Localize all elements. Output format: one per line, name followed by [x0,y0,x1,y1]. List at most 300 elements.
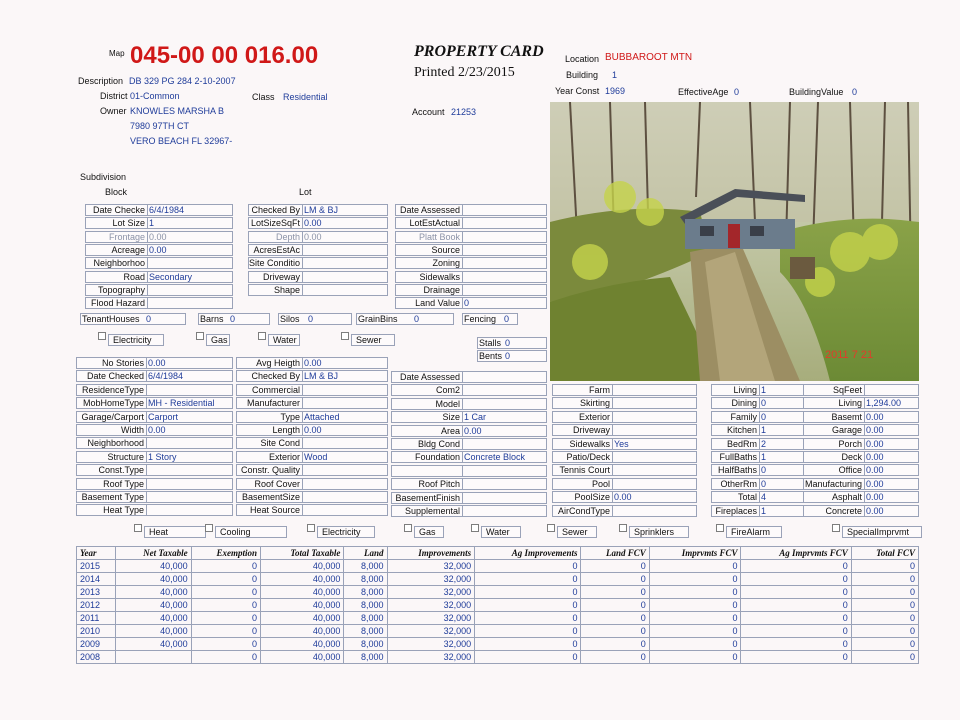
table-cell: 0 [191,651,260,664]
field-label: Date Checke [92,205,145,215]
field-heat-type[interactable] [76,504,233,516]
field-value: 0 [761,411,767,422]
field-label: Foundation [414,452,460,463]
field-label: LotSizeSqFt [250,218,300,229]
field-shape[interactable] [248,284,388,296]
table-cell: 0 [581,573,649,586]
field-label: Commercial [251,384,300,395]
location-value: BUBBAROOT MTN [605,52,693,63]
field-label: Asphalt [831,492,862,503]
table-cell: 8,000 [344,586,387,599]
field-label: Basemt [831,411,862,422]
field-com2[interactable] [391,384,547,396]
field-divider [759,384,760,396]
table-cell: 40,000 [261,586,344,599]
field-divider [302,271,303,283]
table-row [77,586,919,599]
field-label: Porch [838,438,862,449]
field-divider [302,411,303,423]
table-row [77,625,919,638]
table-cell: 8,000 [344,560,387,573]
outbuilding-label: Silos [280,314,300,324]
field-divider [146,478,147,490]
table-cell: 32,000 [387,625,475,638]
field-label: Road [123,271,145,282]
table-cell: 2008 [77,651,116,664]
field-divider [462,425,463,437]
field-label: Length [272,425,300,435]
lot-label: Lot [299,187,312,197]
table-cell: 32,000 [387,612,475,625]
sewer-checkbox[interactable] [547,524,555,532]
district-value: 01-Common [130,91,180,101]
field-label: Zoning [432,258,460,269]
field-divider [302,491,303,503]
sewer-label: Sewer [557,526,597,538]
outbuilding-value: 0 [414,314,420,324]
table-cell: 0 [649,573,741,586]
table-cell: 2011 [77,612,116,625]
field-divider [612,478,613,490]
field-zoning[interactable] [395,257,547,269]
field-divider [302,464,303,476]
field-label: Skirting [579,398,610,409]
year-const-label: Year Const [555,86,600,96]
field-value: 0.00 [866,438,884,449]
table-cell: 0 [581,638,649,651]
field-label: Source [431,244,460,255]
field-divider [462,257,463,269]
table-cell: 0 [191,586,260,599]
heat-label: Heat [144,526,206,538]
table-cell: 0 [851,586,918,599]
col-land-fcv: Land FCV [581,547,649,560]
field-value: 0 [761,398,767,409]
field-divider [462,465,463,477]
table-cell: 0 [649,612,741,625]
field-label: Com2 [435,385,460,396]
field-label: MobHomeType [82,398,144,409]
field-sidewalks[interactable] [395,271,547,283]
field-value: 0.00 [304,425,322,435]
table-cell: 0 [581,586,649,599]
map-label: Map [109,49,125,58]
specialimprvmt-checkbox[interactable] [832,524,840,532]
field-label: OtherRm [720,478,757,489]
field-label: Exterior [578,411,610,422]
field-divider [612,451,613,463]
field-divider [462,411,463,423]
table-cell: 0 [851,599,918,612]
year-const-value: 1969 [605,86,626,96]
table-cell: 0 [581,560,649,573]
field-source[interactable] [395,244,547,256]
water-checkbox[interactable] [471,524,479,532]
table-cell: 32,000 [387,638,475,651]
field-divider [864,464,865,476]
outbuildings-row [80,313,520,327]
field-divider [146,437,147,449]
table-cell: 0 [741,612,851,625]
field-label: Shape [273,284,300,295]
printed-date: Printed 2/23/2015 [414,65,515,80]
building-col4 [552,384,697,518]
table-cell: 8,000 [344,599,387,612]
field-divider [302,257,303,269]
table-cell: 0 [475,612,581,625]
field-roof-type[interactable] [76,478,233,490]
field-label: Const.Type [98,465,144,476]
field-label: Total [737,492,757,503]
field-label: Constr. Quality [240,465,300,476]
table-row [77,638,919,651]
field-divider [462,371,463,383]
field-value: 6/4/1984 [148,371,184,382]
field-value: 1 [761,505,767,516]
utilities-row [98,332,398,346]
field-skirting[interactable] [552,397,697,409]
building-col5 [711,384,815,518]
field-divider [147,217,148,229]
table-cell: 32,000 [387,573,475,586]
field-label: BasementFinish [395,492,460,503]
field-label: SqFeet [832,385,862,395]
field-label: Frontage [108,231,145,242]
table-cell: 0 [741,560,851,573]
field-label: Living [838,398,862,409]
field-divider [302,384,303,396]
table-cell: 2012 [77,599,116,612]
field-label: Flood Hazard [90,298,145,309]
field-divider [462,297,463,309]
field-label: Manufacturer [246,398,300,409]
outbuilding-label: GrainBins [358,314,398,324]
field-value: 1 Car [464,412,487,423]
field-divider [759,424,760,436]
field-divider [302,357,303,369]
field-label: Concrete [825,505,862,516]
table-cell: 8,000 [344,573,387,586]
field-divider [302,370,303,382]
field-value: 0.00 [866,492,884,503]
building-value: 1 [612,70,618,80]
gas-checkbox[interactable] [196,332,204,340]
field-value: Carport [148,411,179,422]
field-divider [864,424,865,436]
table-cell: 2010 [77,625,116,638]
field-divider [612,397,613,409]
field-value: 1 [761,425,767,436]
table-cell: 8,000 [344,651,387,664]
table-cell [116,651,191,664]
field-divider [759,411,760,423]
field-divider [612,424,613,436]
field-value: Wood [304,451,328,462]
table-cell: 40,000 [261,651,344,664]
field-label: BedRm [726,438,757,449]
field-value: 2 [761,438,767,449]
field-divider [146,384,147,396]
field-model[interactable] [391,398,547,410]
field-divider [302,231,303,243]
field-label: Roof Type [103,478,144,489]
field-divider [864,411,865,423]
building-col2 [236,357,388,517]
field-label: AirCondType [557,505,610,516]
field-divider [864,451,865,463]
field-label: FullBaths [719,452,757,462]
field-divider [759,438,760,450]
field-label: Structure [107,451,144,462]
field-label: Garage [831,425,862,436]
class-label: Class [252,92,275,102]
field-platt-book[interactable] [395,231,547,243]
district-label: District [100,91,128,101]
firealarm-checkbox[interactable] [716,524,724,532]
table-cell: 0 [649,599,741,612]
field-divider [462,478,463,490]
account-value: 21253 [451,107,477,117]
table-cell: 8,000 [344,625,387,638]
building-col1 [76,357,233,517]
col-total-fcv: Total FCV [851,547,918,560]
photo-date-stamp: 2011 7 21 [825,349,874,361]
field-divider [612,411,613,423]
field-divider [462,384,463,396]
field-label: Date Assessed [399,372,460,382]
gas-label: Gas [414,526,444,538]
table-cell: 8,000 [344,612,387,625]
field-value: 0.00 [866,505,884,516]
field-label: Tennis Court [559,465,610,476]
table-cell: 40,000 [261,638,344,651]
table-cell: 0 [649,638,741,651]
field-label: Land Value [415,298,460,309]
table-cell: 40,000 [116,625,191,638]
table-cell: 0 [741,625,851,638]
field-divider [612,438,613,450]
table-cell: 0 [581,612,649,625]
field-value: 0 [761,465,767,476]
col-improvements: Improvements [387,547,475,560]
stalls-label: Stalls [479,338,502,348]
description-label: Description [78,76,124,86]
account-label: Account [412,107,445,117]
building-label: Building [566,70,599,80]
field-lot-size[interactable] [85,217,233,229]
owner-address: 7980 97TH CT [130,121,190,131]
field-label: Farm [589,385,610,395]
field-divider [612,505,613,517]
field-value: 0.00 [304,218,322,229]
outbuilding-value: 0 [230,314,236,324]
field-divider [146,411,147,423]
col-year: Year [77,547,116,560]
table-cell: 0 [649,651,741,664]
table-cell: 32,000 [387,651,475,664]
firealarm-label: FireAlarm [726,526,782,538]
outbuilding-value: 0 [504,314,510,324]
field-divider [462,231,463,243]
field-value: 1 Story [148,451,177,462]
field-label: BasementSize [241,492,300,502]
field-label: No Stories [101,358,144,368]
specialimprvmt-label: SpecialImprvmt [842,526,922,538]
table-cell: 0 [475,599,581,612]
table-cell: 40,000 [116,599,191,612]
field-label: Neighborhoo [93,258,145,269]
table-cell: 0 [191,573,260,586]
field-divider [146,357,147,369]
table-cell: 0 [741,638,851,651]
field-value: 0.00 [304,231,322,242]
subdivision-label: Subdivision [80,172,127,182]
map-number: 045-00 00 016.00 [130,42,319,69]
field-value: 1 [149,218,155,229]
table-cell: 0 [741,586,851,599]
field-value: Attached [304,411,340,422]
table-cell: 0 [475,560,581,573]
field-value: MH - Residential [148,398,215,409]
gas-checkbox[interactable] [404,524,412,532]
heat-checkbox[interactable] [134,524,142,532]
field-value: LM & BJ [304,205,339,215]
table-row [77,560,919,573]
col-imprvmts-fcv: Imprvmts FCV [649,547,741,560]
water-checkbox[interactable] [258,332,266,340]
building-col6 [803,384,919,518]
field-value: LM & BJ [304,371,339,382]
field-divider [462,451,463,463]
bents-value: 0 [505,351,511,361]
field-value: 0 [464,298,470,309]
owner-label: Owner [100,106,127,116]
table-cell: 0 [649,625,741,638]
field-divider [864,384,865,396]
table-cell: 40,000 [116,638,191,651]
field-divider [147,271,148,283]
field-site-cond[interactable] [236,437,388,449]
stalls-bents [477,337,547,365]
outbuilding-value: 0 [308,314,314,324]
table-cell: 0 [581,651,649,664]
field-divider [146,504,147,516]
field-divider [146,464,147,476]
field-label: Patio/Deck [566,452,610,462]
field-label: Platt Book [418,231,460,242]
field-label: Width [120,425,144,435]
field-divider [147,244,148,256]
field-label: Sidewalks [419,271,460,282]
field-label: Fireplaces [715,505,757,516]
field-drainage[interactable] [395,284,547,296]
table-cell: 0 [649,560,741,573]
field-divider [462,217,463,229]
field-value: 0.00 [148,358,166,368]
field-value: 6/4/1984 [149,205,185,215]
table-cell: 0 [191,599,260,612]
field-value: Secondary [149,271,193,282]
cooling-checkbox[interactable] [205,524,213,532]
col-ag-imprvmts-fcv: Ag Imprvmts FCV [741,547,851,560]
land-info-col2 [248,204,388,300]
table-cell: 2015 [77,560,116,573]
field-pool[interactable] [552,478,697,490]
owner-name: KNOWLES MARSHA B [130,106,225,116]
field-value: 4 [761,492,767,503]
table-cell: 2013 [77,586,116,599]
col-net-taxable: Net Taxable [116,547,191,560]
field-value: Yes [614,438,629,449]
sprinklers-checkbox[interactable] [619,524,627,532]
field-divider [759,491,760,503]
table-row [77,573,919,586]
field-divider [462,505,463,517]
field-divider [864,397,865,409]
table-cell: 0 [851,612,918,625]
stalls-value: 0 [505,338,511,348]
field-divider [146,397,147,409]
building-value-value: 0 [852,87,858,97]
field-divider [612,384,613,396]
table-cell: 0 [741,651,851,664]
field-divider [147,284,148,296]
field-exterior[interactable] [552,411,697,423]
field-label: AcresEstAc [253,244,300,255]
field-value: 0.00 [866,452,884,462]
field-divider [864,438,865,450]
field-label: Deck [841,452,862,462]
col-total-taxable: Total Taxable [261,547,344,560]
table-cell: 0 [191,625,260,638]
field-label: Lot Size [112,218,145,229]
table-row [77,651,919,664]
field-divider [146,491,147,503]
field-blank[interactable] [391,465,547,477]
field-label: Topography [97,284,145,295]
field-label: Driveway [262,271,300,282]
assessment-history-table [76,546,919,664]
field-value: 0.00 [464,425,482,436]
field-farm[interactable] [552,384,697,396]
table-cell: 0 [191,612,260,625]
location-label: Location [565,54,600,64]
field-divider [864,505,865,517]
table-cell: 40,000 [261,625,344,638]
field-label: Depth [275,231,300,242]
field-divider [147,204,148,216]
table-cell: 0 [851,651,918,664]
field-label: Checked By [251,205,300,215]
field-divider [147,297,148,309]
sewer-checkbox[interactable] [341,332,349,340]
electricity-checkbox[interactable] [98,332,106,340]
field-roof-pitch[interactable] [391,478,547,490]
field-divider [302,504,303,516]
field-divider [462,438,463,450]
table-cell: 0 [649,586,741,599]
field-divider [147,257,148,269]
table-cell: 40,000 [261,560,344,573]
field-bldg-cond[interactable] [391,438,547,450]
electricity-label: Electricity [317,526,375,538]
field-value: 0.00 [866,478,884,489]
electricity-checkbox[interactable] [307,524,315,532]
field-divider [864,491,865,503]
effective-age-label: EffectiveAge [678,87,729,97]
outbuilding-label: Barns [200,314,224,324]
field-divider [302,284,303,296]
